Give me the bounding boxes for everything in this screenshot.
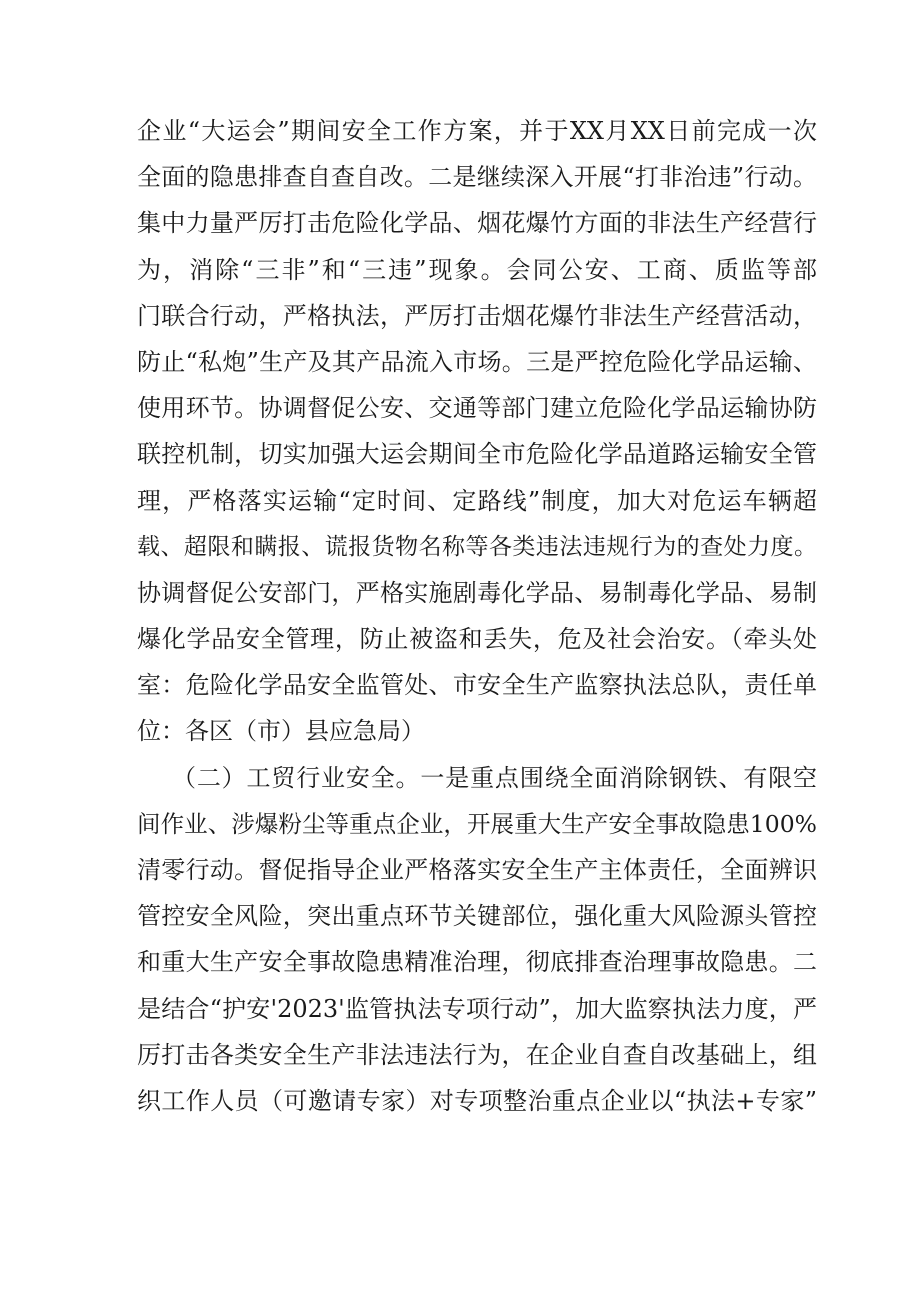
text-line: 位：各区（市）县应急局）: [137, 717, 425, 746]
document-body: [137, 108, 817, 1124]
text-line: 织工作人员（可邀请专家）对专项整治重点企业以“执法+专家”: [137, 1086, 817, 1115]
text-line: 和重大生产安全事故隐患精准治理，彻底排查治理事故隐患。二: [137, 948, 817, 977]
text-line: 企业“大运会”期间安全工作方案，并于XX月XX日前完成一次: [137, 117, 817, 145]
text-line: 集中力量严厉打击危险化学品、烟花爆竹方面的非法生产经营行: [137, 209, 817, 238]
text-line: 是结合“护安'2023'监管执法专项行动”，加大监察执法力度，严: [137, 994, 817, 1023]
text-line: 理，严格落实运输“定时间、定路线”制度，加大对危运车辆超: [137, 486, 817, 515]
text-line: 联控机制，切实加强大运会期间全市危险化学品道路运输安全管: [137, 440, 817, 469]
text-line: 门联合行动，严格执法，严厉打击烟花爆竹非法生产经营活动，: [137, 301, 817, 330]
text-line: 协调督促公安部门，严格实施剧毒化学品、易制毒化学品、易制: [137, 578, 817, 607]
text-line: 室：危险化学品安全监管处、市安全生产监察执法总队，责任单: [137, 671, 817, 700]
text-line: 全面的隐患排查自查自改。二是继续深入开展“打非治违”行动。: [137, 163, 817, 192]
text-line: 为，消除“三非”和“三违”现象。会同公安、工商、质监等部: [137, 255, 817, 284]
text-line: 清零行动。督促指导企业严格落实安全生产主体责任，全面辨识: [137, 856, 817, 884]
text-line: 防止“私炮”生产及其产品流入市场。三是严控危险化学品运输、: [137, 347, 817, 376]
text-line: 厉打击各类安全生产非法违法行为，在企业自查自改基础上，组: [137, 1040, 817, 1069]
text-line: 使用环节。协调督促公安、交通等部门建立危险化学品运输协防: [137, 394, 817, 423]
text-line: 管控安全风险，突出重点环节关键部位，强化重大风险源头管控: [137, 902, 817, 931]
text-line: 间作业、涉爆粉尘等重点企业，开展重大生产安全事故隐患100%: [137, 809, 817, 838]
text-line: 载、超限和瞒报、谎报货物名称等各类违法违规行为的查处力度。: [137, 533, 817, 560]
paragraph-1: [137, 108, 817, 755]
text-line: 爆化学品安全管理，防止被盗和丢失，危及社会治安。（牵头处: [137, 625, 817, 654]
paragraph-2: [137, 755, 817, 1125]
text-line: （二）工贸行业安全。一是重点围绕全面消除钢铁、有限空: [172, 763, 817, 792]
